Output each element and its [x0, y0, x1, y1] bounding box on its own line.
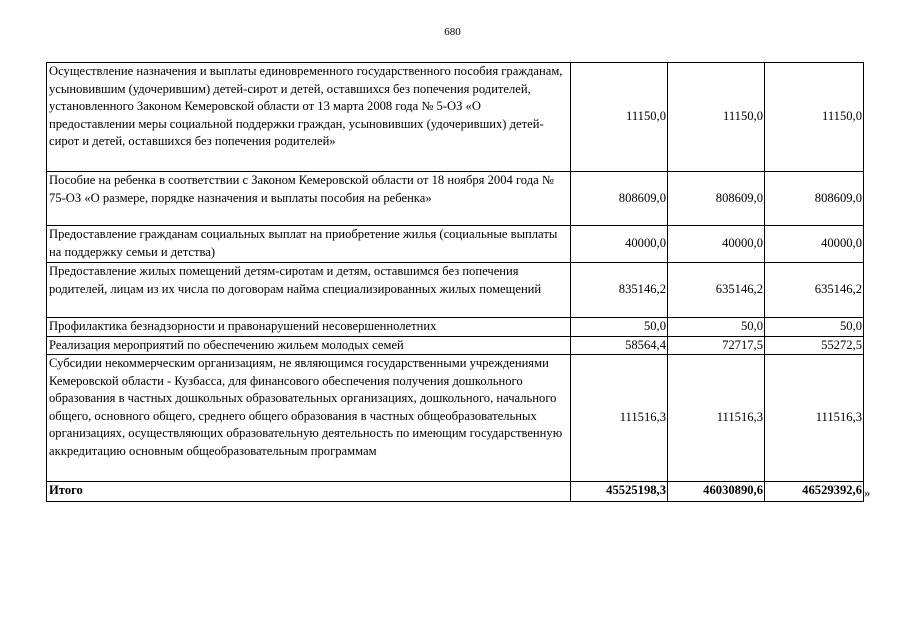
- row-value-year2: 72717,5: [668, 336, 765, 355]
- row-value-year3: 55272,5: [765, 336, 864, 355]
- table-row: [47, 172, 864, 226]
- row-value-year1: 808609,0: [571, 172, 668, 226]
- total-row: [47, 482, 864, 502]
- row-value-year2: 40000,0: [668, 226, 765, 263]
- row-name: Предоставление жилых помещений детям-сиротам и детям, оставшимся без попечения родителей, лицам из их числа по договорам найма специализированных жилых помещений: [47, 263, 571, 318]
- budget-table: [46, 62, 864, 502]
- row-name: Пособие на ребенка в соответствии с Законом Кемеровской области от 18 ноября 2004 года № 75-ОЗ «О размере, порядке назначения и выплаты пособия на ребенка»: [47, 172, 571, 226]
- closing-quote-mark: »: [864, 486, 871, 500]
- table-row: [47, 318, 864, 337]
- total-label: Итого: [47, 482, 571, 502]
- row-value-year1: 11150,0: [571, 63, 668, 172]
- row-value-year2: 635146,2: [668, 263, 765, 318]
- row-value-year3: 111516,3: [765, 355, 864, 482]
- total-value-year1: 45525198,3: [571, 482, 668, 502]
- row-value-year2: 808609,0: [668, 172, 765, 226]
- row-value-year2: 50,0: [668, 318, 765, 337]
- row-value-year3: 11150,0: [765, 63, 864, 172]
- row-value-year1: 50,0: [571, 318, 668, 337]
- total-value-year3: 46529392,6: [765, 482, 864, 502]
- row-name: Профилактика безнадзорности и правонарушений несовершеннолетних: [47, 318, 571, 337]
- row-value-year2: 11150,0: [668, 63, 765, 172]
- row-value-year3: 635146,2: [765, 263, 864, 318]
- row-value-year3: 50,0: [765, 318, 864, 337]
- table-row: [47, 226, 864, 263]
- row-name: Осуществление назначения и выплаты единовременного государственного пособия гражданам, усыновившим (удочерившим) детей-сирот и детей, оставшихся без попечения родителей, установленного Законом Кемеровской области от 13 марта 2008 года № 5-ОЗ «О предоставлении меры социальной поддержки граждан, усыновивших (удочеривших) детей-сирот и детей, оставшихся без попечения родителей»: [47, 63, 571, 172]
- row-value-year1: 111516,3: [571, 355, 668, 482]
- row-name: Реализация мероприятий по обеспечению жильем молодых семей: [47, 336, 571, 355]
- table-row: [47, 263, 864, 318]
- table-row: [47, 355, 864, 482]
- row-value-year1: 40000,0: [571, 226, 668, 263]
- page-number: 680: [444, 26, 461, 38]
- table-row: [47, 63, 864, 172]
- row-value-year3: 40000,0: [765, 226, 864, 263]
- table-row: [47, 336, 864, 355]
- row-value-year1: 835146,2: [571, 263, 668, 318]
- row-value-year1: 58564,4: [571, 336, 668, 355]
- row-value-year3: 808609,0: [765, 172, 864, 226]
- row-name: Предоставление гражданам социальных выплат на приобретение жилья (социальные выплаты на поддержку семьи и детства): [47, 226, 571, 263]
- row-name: Субсидии некоммерческим организациям, не являющимся государственными учреждениями Кемеровской области - Кузбасса, для финансового обеспечения получения дошкольного образования в частных дошкольных образовательных организациях, дошкольного, начального общего, основного общего, среднего общего образования в частных общеобразовательных организациях, осуществляющих образовательную деятельность по имеющим государственную аккредитацию основным общеобразовательным программам: [47, 355, 571, 482]
- row-value-year2: 111516,3: [668, 355, 765, 482]
- total-value-year2: 46030890,6: [668, 482, 765, 502]
